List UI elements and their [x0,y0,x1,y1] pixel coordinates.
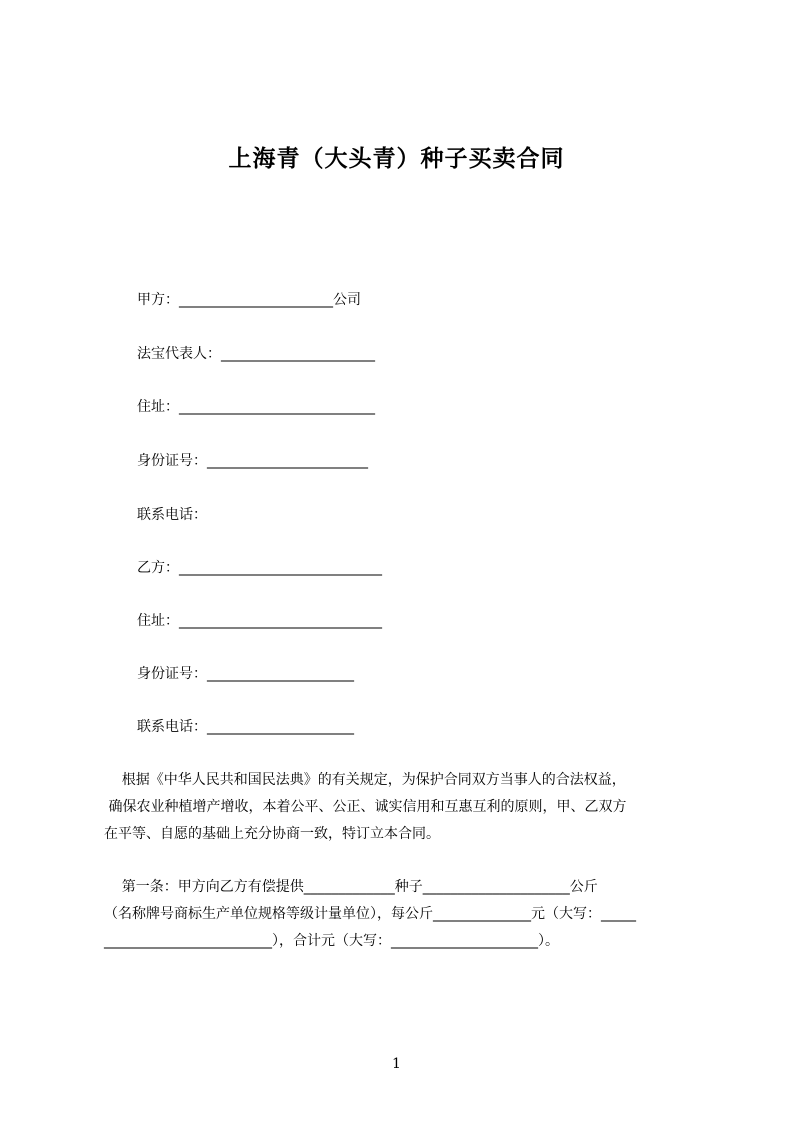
party-a-phone-field: 联系电话： [137,507,207,523]
party-b-field: 乙方：_____________________________ [137,560,382,576]
party-b-address-field: 住址：_____________________________ [137,613,382,629]
page-number: 1 [392,1056,401,1072]
party-b-id-field: 身份证号：_____________________ [137,666,354,682]
party-a-id-field: 身份证号：_______________________ [137,453,368,469]
legal-representative-field: 法宝代表人：______________________ [137,346,375,362]
preamble-paragraph [104,767,704,848]
preamble-line: 根据《中华人民共和国民法典》的有关规定，为保护合同双方当事人的合法权益， [104,772,626,788]
party-a-address-field: 住址：____________________________ [137,399,375,415]
article-1-line: ________________________），合计元（大写：_____________________）。 [104,933,559,949]
article-1-line: （名称牌号商标生产单位规格等级计量单位），每公斤______________元（大写：_____ [104,906,636,922]
preamble-line: 在平等、自愿的基础上充分协商一致，特订立本合同。 [104,826,440,842]
article-1-paragraph [104,874,704,955]
contract-title: 上海青（大头青）种子买卖合同 [228,146,565,172]
party-a-field: 甲方：______________________公司 [137,292,361,308]
article-1-line: 第一条：甲方向乙方有偿提供_____________种子_____________________公斤 [104,879,598,895]
preamble-line: 确保农业种植增产增收，本着公平、公正、诚实信用和互惠互利的原则，甲、乙双方 [104,799,627,815]
party-b-phone-field: 联系电话：_____________________ [137,719,354,735]
